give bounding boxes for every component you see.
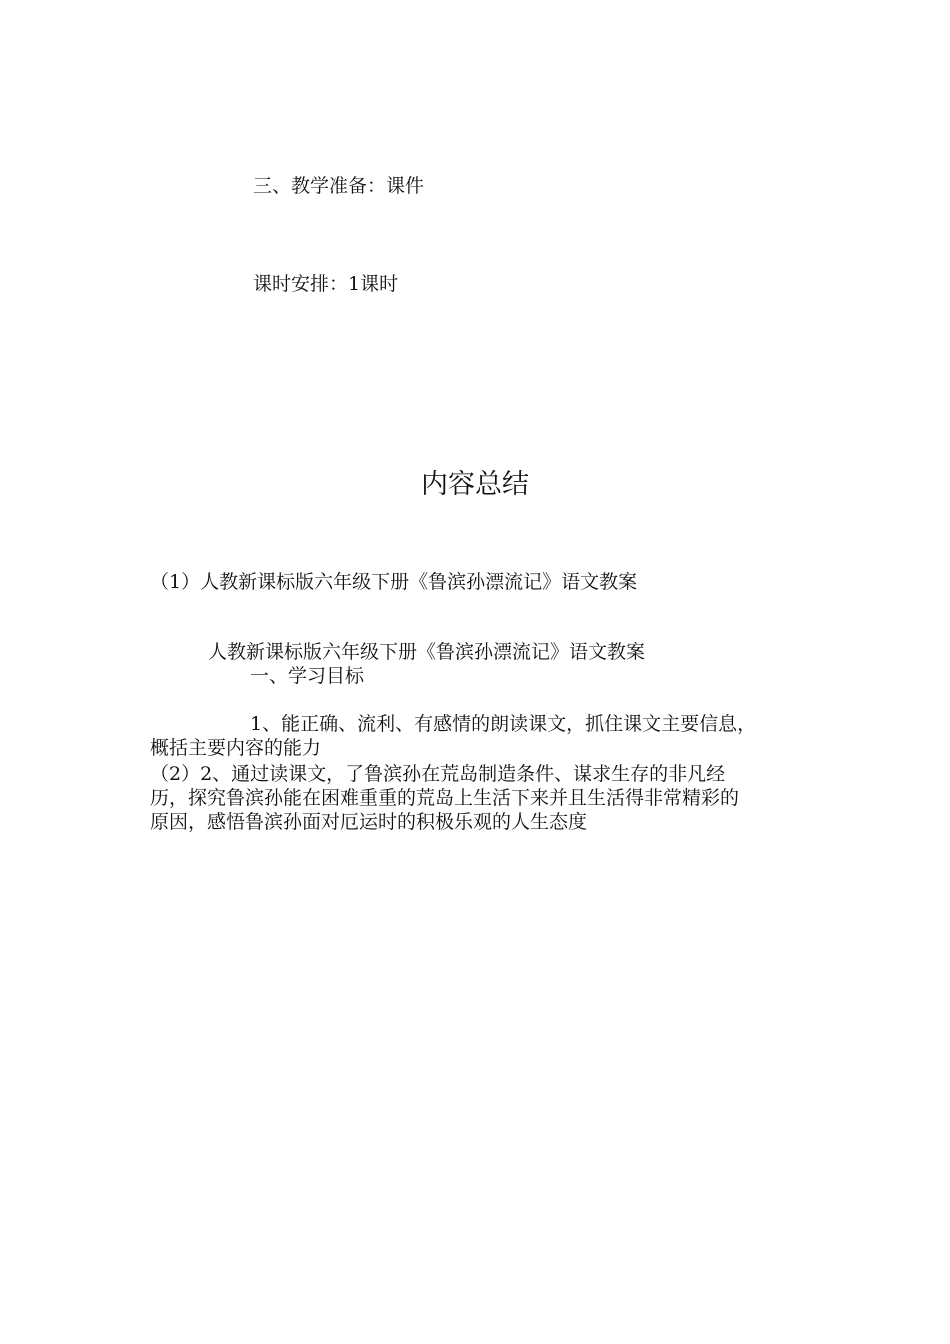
summary-title: 内容总结 <box>421 469 529 500</box>
schedule-line: 课时安排：1课时 <box>253 273 399 295</box>
lesson-plan-title: 人教新课标版六年级下册《鲁滨孙漂流记》语文教案 <box>208 641 646 663</box>
goal-2-line-1: （2）2、通过读课文，了鲁滨孙在荒岛制造条件、谋求生存的非凡经 <box>150 763 726 785</box>
goal-1-line-1: 1、能正确、流利、有感情的朗读课文，抓住课文主要信息， <box>250 713 757 735</box>
goal-1-line-2: 概括主要内容的能力 <box>150 737 322 759</box>
goal-2-line-3: 原因，感悟鲁滨孙面对厄运时的积极乐观的人生态度 <box>150 811 588 833</box>
goal-2-line-2: 历，探究鲁滨孙能在困难重重的荒岛上生活下来并且生活得非常精彩的 <box>150 787 740 809</box>
summary-item-1: （1）人教新课标版六年级下册《鲁滨孙漂流记》语文教案 <box>150 571 638 593</box>
learning-goals-heading: 一、学习目标 <box>250 665 365 687</box>
teaching-prep-line: 三、教学准备：课件 <box>253 175 425 197</box>
